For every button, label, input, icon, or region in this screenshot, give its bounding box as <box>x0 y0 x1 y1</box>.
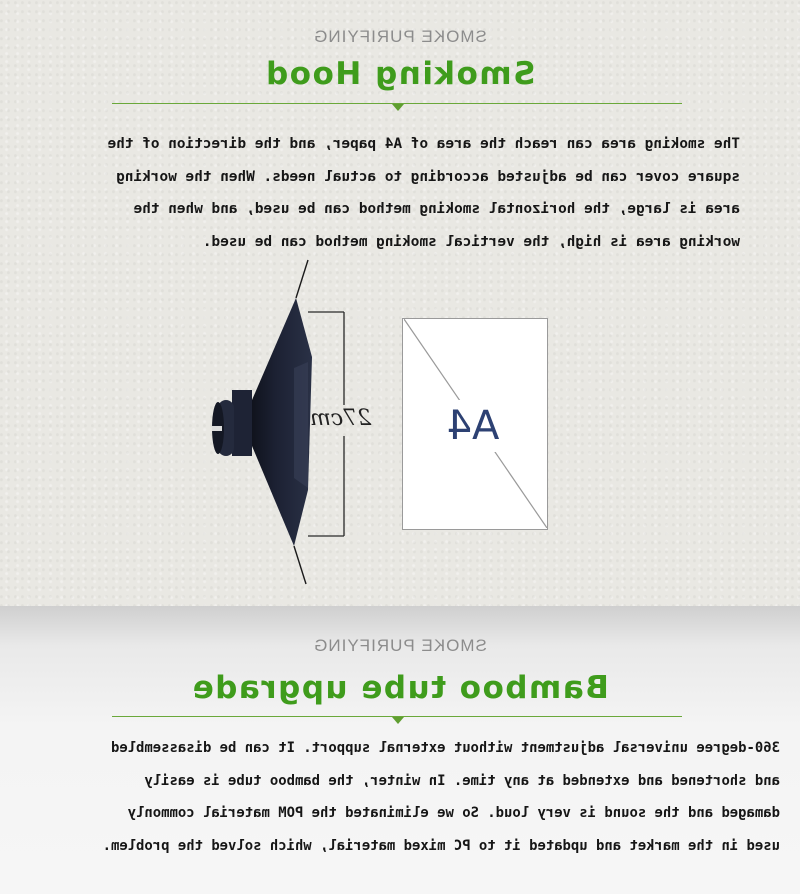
paragraph-line: The smoking area can reach the area of A4 paper, and the direction of the <box>107 136 740 152</box>
bamboo-tube-section <box>0 606 800 894</box>
paragraph-line: damaged and the sound is very loud. So we eliminated the POM material commonly <box>127 805 780 821</box>
divider-pointer-icon <box>392 104 404 111</box>
paragraph-line: area is large, the horizontal smoking method can be used, and when the <box>133 201 740 217</box>
smoking-hood-icon <box>0 250 800 590</box>
dimension-label: 27cm <box>310 406 372 431</box>
a4-label: A4 <box>432 400 514 452</box>
paragraph-line: 360-degree universal adjustment without external support. It can be disassembled <box>110 740 780 756</box>
section-title: Bamboo tube upgrade <box>191 670 609 706</box>
section-title: Smoking Hood <box>264 56 536 92</box>
divider-pointer-icon <box>392 717 404 724</box>
description-paragraph <box>30 732 780 862</box>
description-paragraph <box>65 128 740 258</box>
paragraph-line: and shortened and extended at any time. In winter, the bamboo tube is easily <box>144 772 780 789</box>
hood-size-diagram <box>0 250 800 590</box>
paragraph-line: working area is high, the vertical smoking method can be used. <box>202 233 740 250</box>
section-eyebrow: SMOKE PURIFYING <box>313 636 487 655</box>
paragraph-line: used in the market and updated it to PC mixed material, which solved the problem. <box>102 837 780 854</box>
paragraph-line: square cover can be adjusted according to actual needs. When the working <box>116 168 740 185</box>
section-eyebrow: SMOKE PURIFYING <box>313 27 487 46</box>
